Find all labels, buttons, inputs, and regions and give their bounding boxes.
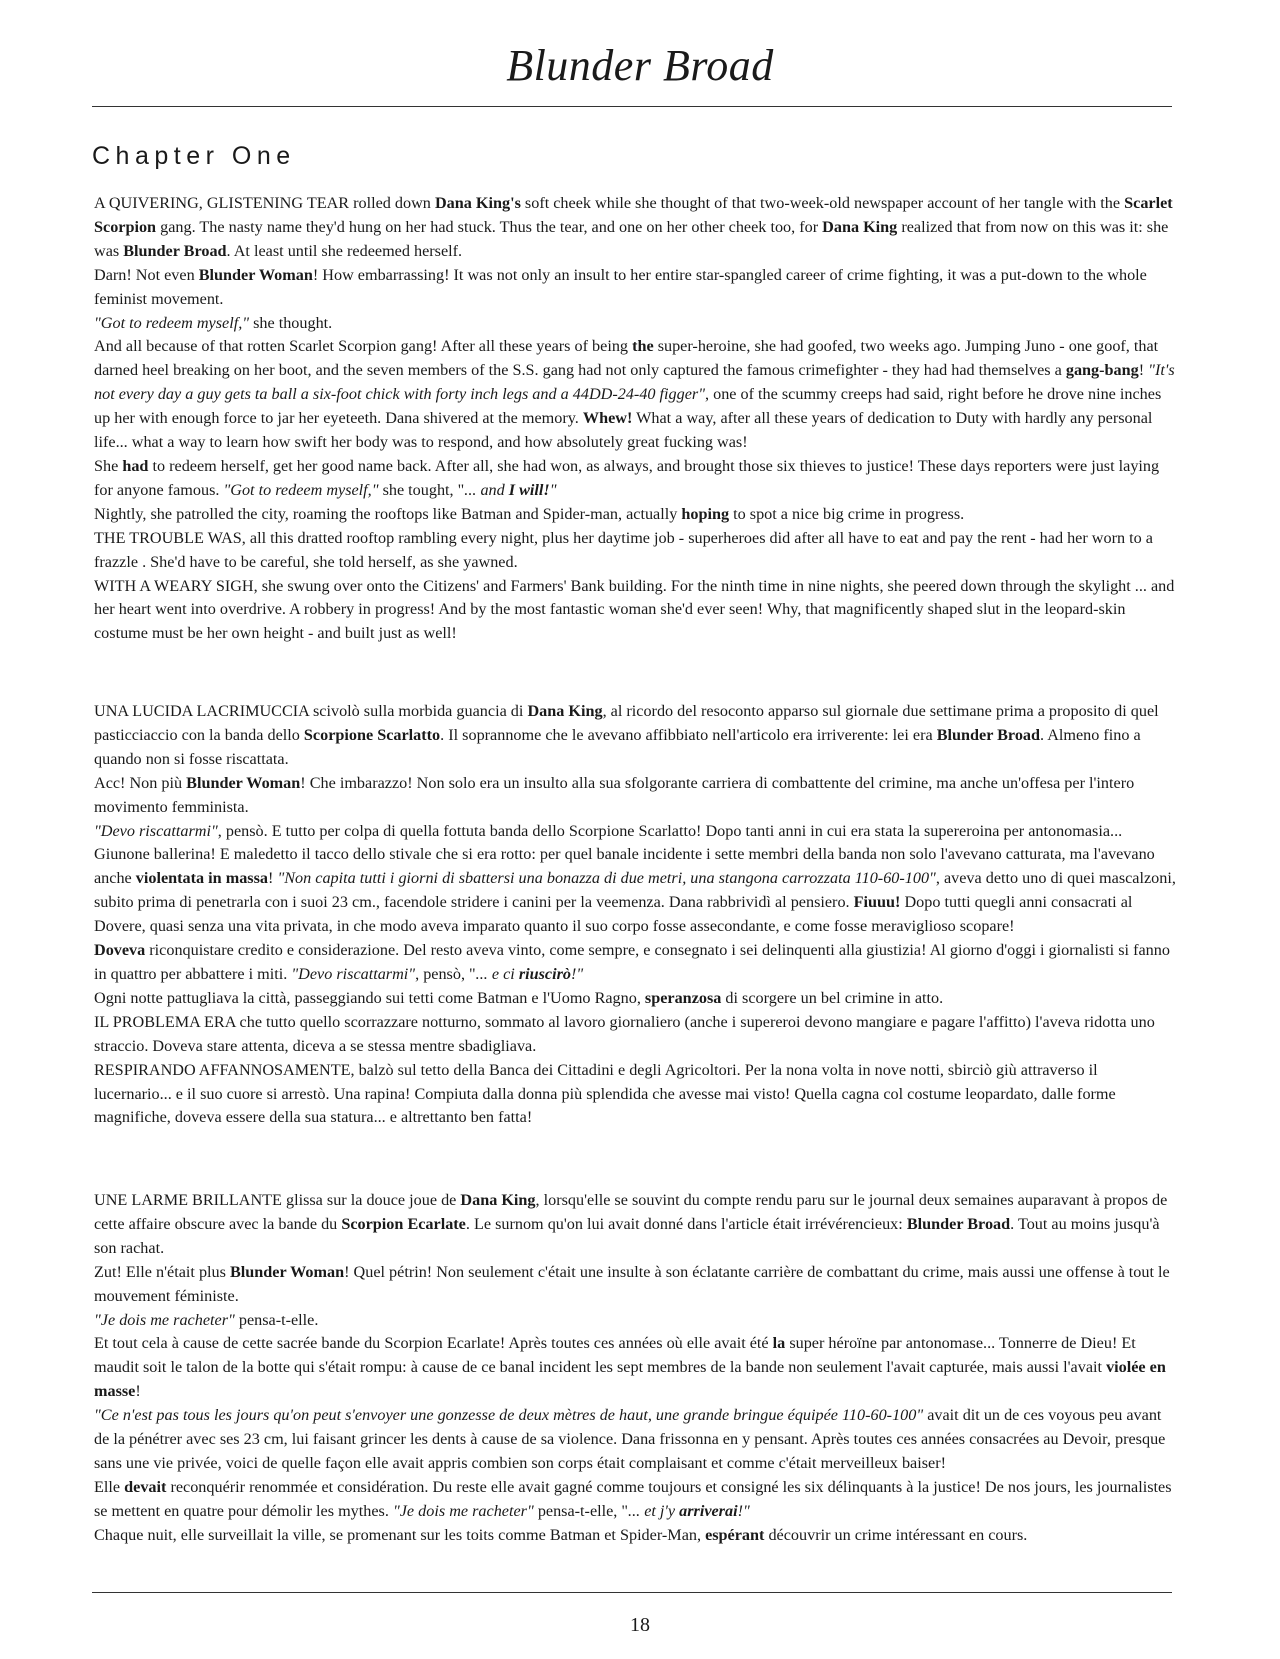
italian-text-section: [94, 700, 1176, 1130]
text-run: Dana King's: [434, 194, 521, 212]
text-run: Fiuuu!: [853, 893, 901, 912]
text-run: Zut! Elle n'était plus: [94, 1262, 230, 1281]
text-run: arriverai: [679, 1501, 738, 1520]
text-run: ... and: [464, 480, 509, 499]
text-run: Dana King: [527, 702, 603, 720]
text-run: Chaque nuit, elle surveillait la ville, se promenant sur les toits comme Batman et Spider-Man,: [94, 1525, 706, 1544]
text-run: to redeem herself, get her good name back. After all, she had won, as always, and brought those six thieves to justice! These days reporters were just laying for anyone famous.: [94, 456, 1160, 499]
text-run: di scorgere un bel crimine in atto.: [721, 988, 944, 1007]
text-run: . Il soprannome che le avevano affibbiato nell'articolo era irriverente: lei era: [440, 725, 937, 744]
text-run: !": [737, 1501, 750, 1520]
text-run: super-heroine, she had goofed, two weeks ago. Jumping Juno - one goof, that darned heel breaking on her boot, and the seven members of the S.S. gang had not only captured the famous crimefighter - they had had themselves a: [94, 337, 1159, 380]
text-run: UNA LUCIDA LACRIMUCCIA scivolò sulla morbida guancia di: [94, 702, 528, 720]
text-run: ! Quel pétrin! Non seulement c'était une insulte à son éclatante carrière de combattant du crime, mais aussi une offense à tout le mouvement féministe.: [94, 1262, 1170, 1305]
text-run: UNE LARME BRILLANTE glissa sur la douce joue de: [94, 1191, 461, 1209]
text-run: ... et j'y: [628, 1501, 680, 1520]
text-run: Et tout cela à cause de cette sacrée bande du Scorpion Ecarlate! Après toutes ces années où elle avait été: [94, 1334, 773, 1353]
page-number: 18: [630, 1614, 650, 1636]
header-rule: [92, 106, 1172, 107]
italian-paragraph: [94, 1059, 1176, 1131]
text-run: What a way, after all these years of dedication to Duty with hardly any personal life... what a way to learn how swift her body was to respond, and how absolutely great fucking was!: [94, 409, 1153, 452]
english-paragraph: [94, 335, 1176, 455]
text-run: ": [549, 480, 557, 499]
english-paragraph: [94, 264, 1176, 312]
french-paragraph: [94, 1332, 1176, 1404]
text-run: "Got to redeem myself,": [223, 480, 379, 499]
text-run: I will!: [508, 480, 550, 499]
text-run: IL PROBLEMA ERA che tutto quello scorrazzare notturno, sommato al lavoro giornaliero (anche i supereroi devono mangiare e pagare l'affitto) l'aveva ridotta uno straccio. Doveva stare attenta, diceva a se stessa mentre sbadigliava.: [94, 1012, 1155, 1055]
text-run: WITH A WEARY SIGH, she swung over onto the Citizens' and Farmers' Bank building. For the ninth time in nine nights, she peered down through the skylight ... and her heart went into overdrive. A robbery in progress! And by the most fantastic woman she'd ever seen! Why, that magnificently shaped slut in the leopard-skin costume must be her own height - and built just as well!: [94, 576, 1175, 643]
text-run: , pensò. E tutto per colpa di quella fottuta banda dello Scorpione Scarlatto! Dopo tanti anni in cui era stata la supereroina per antonomasia... Giunone ballerina! E maledetto il tacco dello stivale che si era rotto: per quel banale incidente i sette membri della banda non solo l'avevano catturata, ma l'avevano anche: [94, 821, 1155, 888]
french-paragraph: [94, 1476, 1176, 1524]
english-paragraph: [94, 575, 1176, 647]
text-run: Blunder Woman: [198, 265, 313, 284]
text-run: to spot a nice big crime in progress.: [729, 504, 965, 523]
page-title: Blunder Broad: [506, 41, 774, 90]
italian-paragraph: [94, 1011, 1176, 1059]
english-paragraph: [94, 192, 1176, 264]
text-run: violentata in massa: [135, 869, 269, 888]
text-run: . At least until she redeemed herself.: [226, 241, 463, 260]
text-run: Acc! Non più: [94, 773, 187, 792]
text-run: Scorpion Ecarlate: [341, 1214, 466, 1233]
text-run: Blunder Broad: [123, 241, 227, 260]
text-run: découvrir un crime intéressant en cours.: [764, 1525, 1028, 1544]
text-run: she tought, ": [378, 480, 465, 499]
italian-paragraph: [94, 820, 1176, 940]
text-run: And all because of that rotten Scarlet Scorpion gang! After all these years of being: [94, 337, 633, 356]
text-run: !": [571, 964, 584, 983]
footer-rule: [92, 1592, 1172, 1593]
text-run: "Je dois me racheter": [392, 1501, 534, 1520]
text-run: !: [135, 1382, 141, 1401]
text-run: soft cheek while she thought of that two-week-old newspaper account of her tangle with the: [520, 194, 1125, 212]
text-run: RESPIRANDO AFFANNOSAMENTE, balzò sul tetto della Banca dei Cittadini e degli Agricoltori. Per la nona volta in nove notti, sbirciò giù attraverso il lucernario... e il suo cuore si arrestò. Una rapina! Compiuta dalla donna più splendida che avesse mai visto! Quella cagna col costume leopardato, dalle forme magnifiche, doveva essere della sua statura... e altrettanto ben fatta!: [94, 1060, 1116, 1127]
chapter-heading: Chapter One: [92, 142, 296, 170]
text-run: , one of the scummy creeps had said, right before he drove nine inches up her with enough force to jar her eyeteeth. Dana shivered at the memory.: [94, 385, 1162, 428]
text-run: !: [1138, 361, 1149, 380]
french-paragraph: [94, 1261, 1176, 1309]
text-run: , al ricordo del resoconto apparso sul giornale due settimane prima a proposito di quel pasticciaccio con la banda dello: [94, 702, 1159, 744]
english-paragraph: [94, 503, 1176, 527]
text-run: pensa-t-elle, ": [533, 1501, 629, 1520]
text-run: Dana King: [460, 1191, 536, 1209]
text-run: Blunder Broad: [936, 725, 1041, 744]
text-run: violée en masse: [94, 1358, 1166, 1401]
text-run: Scarlet Scorpion: [94, 194, 1173, 236]
text-run: Blunder Woman: [186, 773, 301, 792]
text-run: riconquistare credito e considerazione. Del resto aveva vinto, come sempre, e consegnato i sei delinquenti alla giustizia! Al giorno d'oggi i giornalisti si fanno in quattro per abbattere i miti.: [94, 941, 1170, 983]
text-run: she thought.: [249, 313, 333, 332]
text-run: ! How embarrassing! It was not only an insult to her entire star-spangled career of crime fighting, it was a put-down to the whole feminist movement.: [94, 265, 1147, 308]
text-run: "Got to redeem myself,": [94, 313, 250, 332]
text-run: devait: [124, 1477, 167, 1496]
text-run: , aveva detto uno di quei mascalzoni, subito prima di penetrarla con i suoi 23 cm., facendole stridere i canini per la veemenza. Dana rabbrividì al pensiero.: [94, 869, 1176, 912]
text-run: Doveva: [94, 941, 146, 960]
text-run: Dana King: [822, 217, 898, 236]
text-run: "Non capita tutti i giorni di sbattersi una bonazza di due metri, una stangona carrozzata 110-60-100": [277, 869, 936, 888]
italian-paragraph: [94, 700, 1176, 772]
text-run: ! Che imbarazzo! Non solo era un insulto alla sua sfolgorante carriera di combattente del crimine, ma anche un'offesa per l'intero movimento femminista.: [94, 773, 1135, 816]
french-text-section: [94, 1189, 1176, 1548]
text-run: Ogni notte pattugliava la città, passeggiando sui tetti come Batman e l'Uomo Ragno,: [94, 988, 645, 1007]
english-paragraph: [94, 455, 1176, 503]
text-run: super héroïne par antonomase... Tonnerre de Dieu! Et maudit soit le talon de la botte qui s'était rompu: à cause de ce banal incident les sept membres de la bande non seulement l'avait capturée, mais aussi l'avait: [94, 1334, 1136, 1377]
text-run: the: [632, 337, 654, 356]
text-run: "Devo riscattarmi": [291, 964, 416, 983]
text-run: Blunder Woman: [229, 1262, 345, 1281]
text-run: Whew!: [582, 409, 633, 428]
french-paragraph: [94, 1189, 1176, 1261]
italian-paragraph: [94, 987, 1176, 1011]
text-run: gang-bang: [1065, 361, 1139, 380]
italian-paragraph: [94, 939, 1176, 987]
text-run: gang. The nasty name they'd hung on her had stuck. Thus the tear, and one on her other cheek too, for: [156, 217, 823, 236]
text-run: Blunder Broad: [906, 1214, 1011, 1233]
text-run: realized that from now on this was it: she was: [94, 217, 1169, 260]
text-run: , lorsqu'elle se souvint du compte rendu paru sur le journal deux semaines auparavant à propos de cette affaire obscure avec la bande du: [94, 1191, 1168, 1233]
text-run: "It's not every day a guy gets ta ball a six-foot chick with forty inch legs and a 44DD-24-40 figger": [94, 361, 1175, 404]
text-run: reconquérir renommée et considération. Du reste elle avait gagné comme toujours et consigné les six délinquants à la justice! De nos jours, les journalistes se mettent en quatre pour démolir les mythes.: [94, 1477, 1172, 1520]
italian-paragraph: [94, 772, 1176, 820]
text-run: THE TROUBLE WAS, all this dratted rooftop rambling every night, plus her daytime job - superheroes did after all have to eat and pay the rent - had her worn to a frazzle . She'd have to be careful, she told herself, as she yawned.: [94, 528, 1153, 571]
text-run: la: [772, 1334, 786, 1353]
text-run: "Devo riscattarmi": [94, 821, 218, 840]
french-paragraph: [94, 1524, 1176, 1548]
text-run: A QUIVERING, GLISTENING TEAR rolled down: [94, 194, 435, 212]
text-run: , pensò, ": [415, 964, 476, 983]
text-run: Elle: [94, 1477, 125, 1496]
text-run: Scorpione Scarlatto: [303, 725, 441, 744]
english-paragraph: [94, 312, 1176, 336]
text-run: . Almeno fino a quando non si fosse riscattata.: [94, 725, 1141, 768]
english-paragraph: [94, 527, 1176, 575]
text-run: "Ce n'est pas tous les jours qu'on peut s'envoyer une gonzesse de deux mètres de haut, une grande bringue équipée 110-60-100": [94, 1406, 924, 1425]
text-run: . Le surnom qu'on lui avait donné dans l'article était irrévérencieux:: [465, 1214, 907, 1233]
text-run: . Tout au moins jusqu'à son rachat.: [94, 1214, 1160, 1257]
text-run: Dopo tutti quegli anni consacrati al Dovere, quasi senza una vita privata, in che modo aveva imparato quanto il suo corpo fosse assecondante, e come fosse meraviglioso scopare!: [94, 893, 1133, 936]
text-run: riuscirò: [518, 964, 571, 983]
text-run: She: [94, 456, 123, 475]
text-run: hoping: [681, 504, 730, 523]
french-paragraph: [94, 1404, 1176, 1476]
text-run: !: [268, 869, 278, 888]
text-run: had: [122, 456, 149, 475]
english-text-section: [94, 192, 1176, 646]
text-run: avait dit un de ces voyous peu avant de la pénétrer avec ses 23 cm, lui faisant grincer les dents à cause de sa violence. Dana frissonna en y pensant. Après toutes ces années consacrées au Devoir, presque sans une vie privée, voici de quelle façon elle avait appris combien son corps était complaisant et comme c'était merveilleux baiser!: [94, 1406, 1166, 1472]
text-run: ... e ci: [475, 964, 519, 983]
text-run: pensa-t-elle.: [234, 1310, 319, 1329]
text-run: speranzosa: [644, 988, 722, 1007]
text-run: "Je dois me racheter": [94, 1310, 235, 1329]
text-run: Nightly, she patrolled the city, roaming the rooftops like Batman and Spider-man, actually: [94, 504, 682, 523]
french-paragraph: [94, 1309, 1176, 1333]
text-run: espérant: [705, 1525, 765, 1544]
text-run: Darn! Not even: [94, 265, 199, 284]
